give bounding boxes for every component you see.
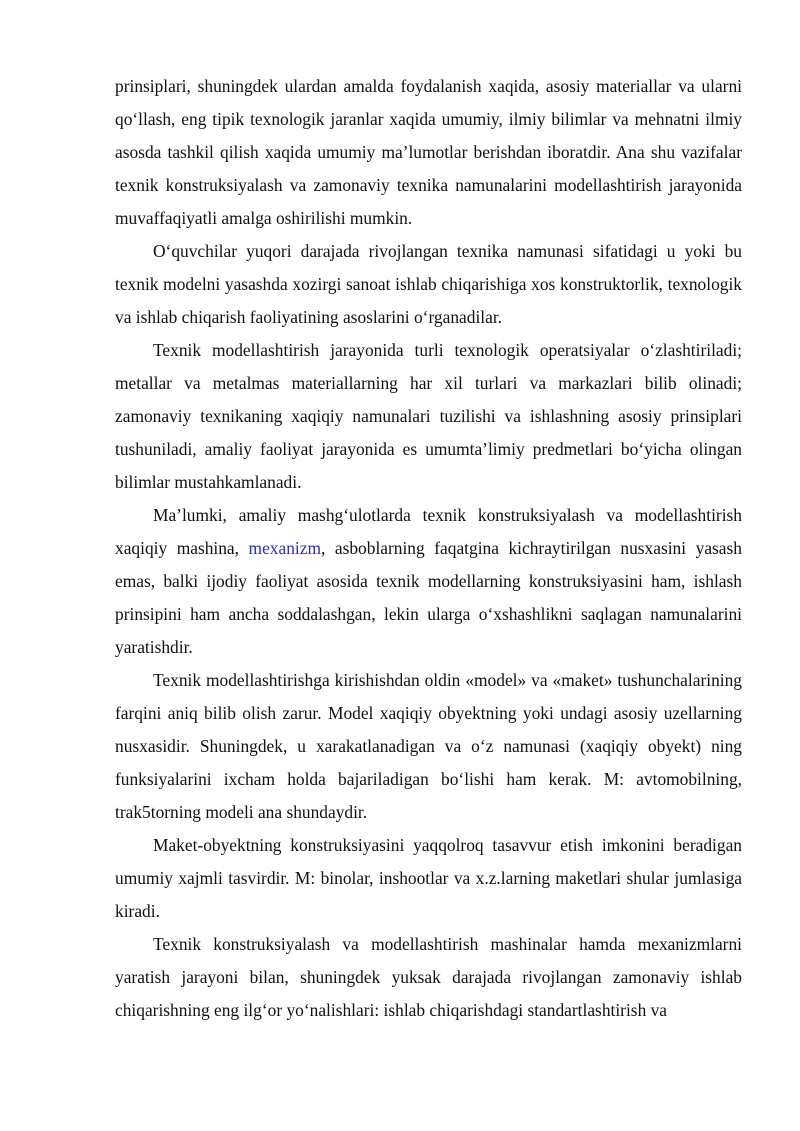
document-page: [115, 70, 742, 1027]
paragraph-2: O‘quvchilar yuqori darajada rivojlangan texnika namunasi sifatidagi u yoki bu texnik modelni yasashda xozirgi sanoat ishlab chiqarishiga xos konstruktorlik, texnologik va ishlab chiqarish faoliyatining asoslarini o‘rganadilar.: [115, 241, 742, 327]
paragraph-1: prinsiplari, shuningdek ulardan amalda foydalanish xaqida, asosiy materiallar va ularni qo‘llash, eng tipik texnologik jaranlar xaqida umumiy, ilmiy bilimlar va mehnatni ilmiy asosda tashkil qilish xaqida umumiy ma’lumotlar berishdan iboratdir. Ana shu vazifalar texnik konstruksiyalash va zamonaviy texnika namunalarini modellashtirish jarayonida muvaffaqiyatli amalga oshirilishi mumkin.: [115, 76, 742, 228]
paragraph-5: Texnik modellashtirishga kirishishdan oldin «model» va «maket» tushunchalarining farqini aniq bilib olish zarur. Model xaqiqiy obyektning yoki undagi asosiy uzellarning nusxasidir. Shuningdek, u xarakatlanadigan va o‘z namunasi (xaqiqiy obyekt) ning funksiyalarini ixcham holda bajariladigan bo‘lishi ham kerak. M: avtomobilning, trak5torning modeli ana shundaydir.: [115, 670, 742, 822]
paragraph-3: Texnik modellashtirish jarayonida turli texnologik operatsiyalar o‘zlashtiriladi; metallar va metalmas materiallarning har xil turlari va markazlari bilib olinadi; zamonaviy texnikaning xaqiqiy namunalari tuzilishi va ishlashning asosiy prinsiplari tushuniladi, amaliy faoliyat jarayonida es umumta’limiy predmetlari bo‘yicha olingan bilimlar mustahkamlanadi.: [115, 340, 742, 492]
paragraph-6: Maket-obyektning konstruksiyasini yaqqolroq tasavvur etish imkonini beradigan umumiy xajmli tasvirdir. M: binolar, inshootlar va x.z.larning maketlari shular jumlasiga kiradi.: [115, 835, 742, 921]
paragraph-4: [115, 499, 742, 664]
mexanizm-link[interactable]: mexanizm: [248, 538, 321, 558]
paragraph-4-text-before: Ma’lumki, amaliy mashg‘ulotlarda texnik konstruksiyalash va modellashtirish xaqiqiy mashina,: [115, 505, 742, 558]
paragraph-7: Texnik konstruksiyalash va modellashtirish mashinalar hamda mexanizmlarni yaratish jarayoni bilan, shuningdek yuksak darajada rivojlangan zamonaviy ishlab chiqarishning eng ilg‘or yo‘nalishlari: ishlab chiqarishdagi standartlashtirish va: [115, 934, 742, 1020]
paragraph-4-text-after: , asboblarning faqatgina kichraytirilgan nusxasini yasash emas, balki ijodiy faoliyat asosida texnik modellarning konstruksiyasini ham, ishlash prinsipini ham ancha soddalashgan, lekin ularga o‘xshashlikni saqlagan namunalarini yaratishdir.: [115, 538, 742, 657]
